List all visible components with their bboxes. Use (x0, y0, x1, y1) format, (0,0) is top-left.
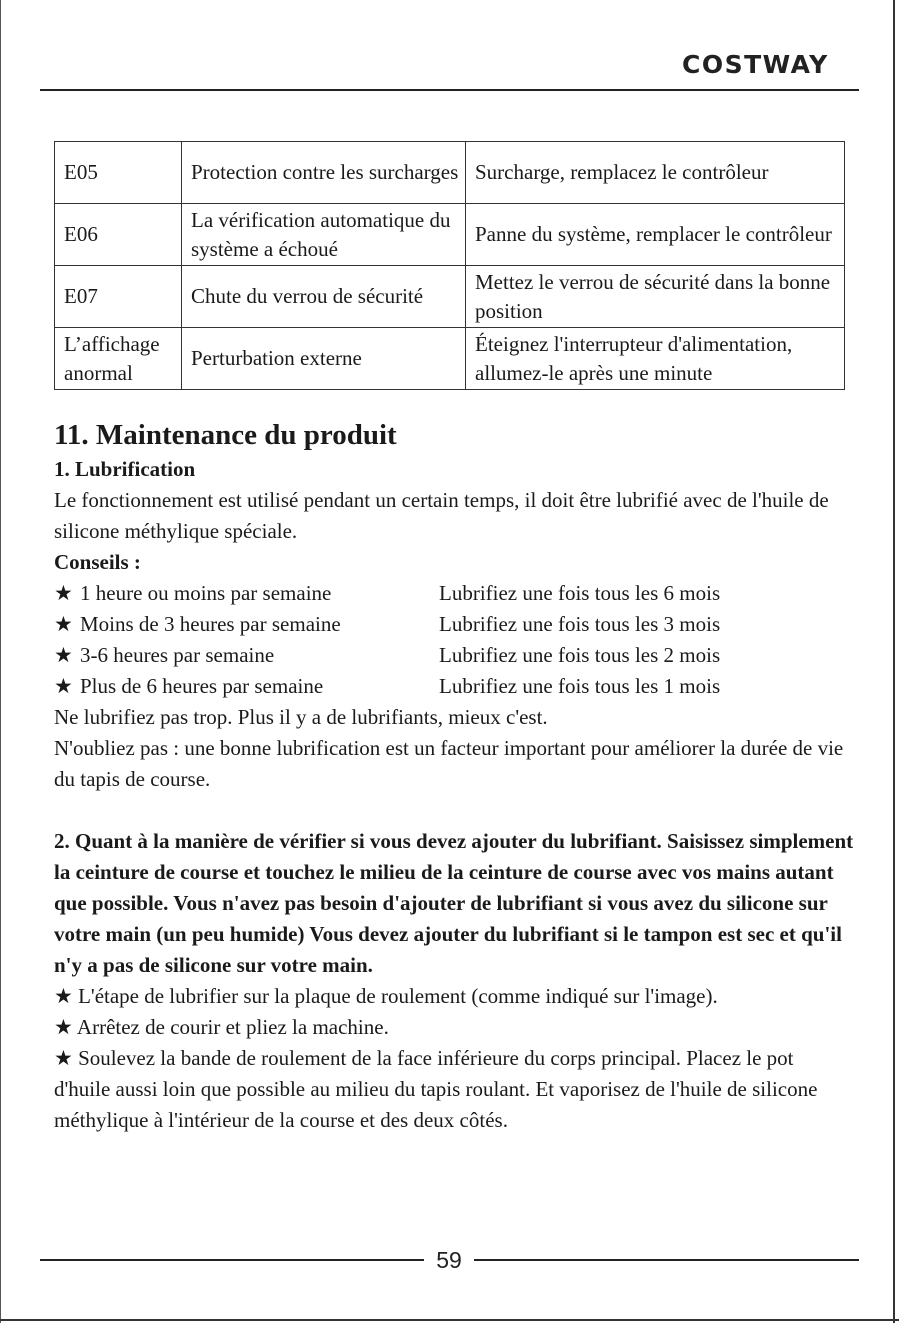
lubrification-heading: 1. Lubrification (54, 457, 196, 481)
star-icon: ★ (54, 612, 73, 636)
star-icon: ★ (54, 1046, 79, 1070)
tip-usage: 1 heure ou moins par semaine (80, 581, 332, 605)
error-solution: Panne du système, remplacer le contrôleur (466, 204, 845, 266)
table-row (55, 328, 845, 390)
tip-frequency: Lubrifiez une fois tous les 3 mois (439, 612, 721, 636)
star-icon: ★ (54, 1015, 77, 1039)
error-code: E05 (55, 142, 182, 204)
note-text: N'oubliez pas : une bonne lubrification est un facteur important pour améliorer la durée de vie du tapis de course. (54, 736, 844, 791)
check-heading: 2. Quant à la manière de vérifier si vous devez ajouter du lubrifiant. Saisissez simplement la ceinture de course et touchez le milieu de la ceinture de course avec vos mains autant que possible. Vous n'avez pas besoin d'ajouter de lubrifiant si vous avez du silicone sur votre main (un peu humide) Vous devez ajouter du lubrifiant si le tampon est sec et qu'il n'y a pas de silicone sur votre main. (54, 829, 854, 977)
page-frame-bottom (0, 1319, 899, 1321)
tip-usage: 3-6 heures par semaine (80, 643, 275, 667)
list-item (54, 578, 854, 609)
list-item (54, 609, 854, 640)
error-description: La vérification automatique du système a échoué (182, 204, 466, 266)
footer-rule (474, 1259, 859, 1261)
header-rule (40, 89, 859, 91)
tips-label: Conseils : (54, 550, 141, 574)
list-item (54, 981, 854, 1012)
list-item (54, 1012, 854, 1043)
table-row (55, 266, 845, 328)
star-icon: ★ (54, 984, 79, 1008)
step-text: Soulevez la bande de roulement de la face inférieure du corps principal. Placez le pot d'huile aussi loin que possible au milieu du tapis roulant. Et vaporisez de l'huile de silicone méthylique à l'intérieur de la course et des deux côtés. (54, 1046, 818, 1132)
error-code-table (54, 141, 845, 390)
page-number: 59 (436, 1247, 462, 1273)
star-icon: ★ (54, 643, 73, 667)
tip-frequency: Lubrifiez une fois tous les 1 mois (439, 674, 721, 698)
error-description: Perturbation externe (182, 328, 466, 390)
table-row (55, 142, 845, 204)
error-description: Chute du verrou de sécurité (182, 266, 466, 328)
section-title: 11. Maintenance du produit (54, 419, 397, 451)
lubrification-text: Le fonctionnement est utilisé pendant un certain temps, il doit être lubrifié avec de l'huile de silicone méthylique spéciale. (54, 488, 829, 543)
error-code: L’affichage anormal (55, 328, 182, 390)
tip-usage: Plus de 6 heures par semaine (80, 674, 324, 698)
footer-rule (40, 1259, 424, 1261)
tip-usage: Moins de 3 heures par semaine (80, 612, 341, 636)
page-frame-right (893, 0, 895, 1323)
error-solution: Surcharge, remplacez le contrôleur (466, 142, 845, 204)
error-solution: Éteignez l'interrupteur d'alimentation, allumez-le après une minute (466, 328, 845, 390)
paragraph-gap (54, 795, 854, 826)
error-solution: Mettez le verrou de sécurité dans la bonne position (466, 266, 845, 328)
maintenance-section (54, 416, 854, 1136)
star-icon: ★ (54, 674, 73, 698)
tip-frequency: Lubrifiez une fois tous les 6 mois (439, 581, 721, 605)
brand-logo: COSTWAY (682, 50, 829, 79)
list-item (54, 671, 854, 702)
list-item (54, 640, 854, 671)
step-text: L'étape de lubrifier sur la plaque de roulement (comme indiqué sur l'image). (78, 984, 718, 1008)
error-code: E06 (55, 204, 182, 266)
error-code: E07 (55, 266, 182, 328)
page-frame-left (0, 0, 1, 1323)
list-item (54, 1043, 854, 1136)
error-description: Protection contre les surcharges (182, 142, 466, 204)
tip-frequency: Lubrifiez une fois tous les 2 mois (439, 643, 721, 667)
note-text: Ne lubrifiez pas trop. Plus il y a de lubrifiants, mieux c'est. (54, 705, 548, 729)
table-row (55, 204, 845, 266)
step-text: Arrêtez de courir et pliez la machine. (76, 1015, 389, 1039)
star-icon: ★ (54, 581, 73, 605)
